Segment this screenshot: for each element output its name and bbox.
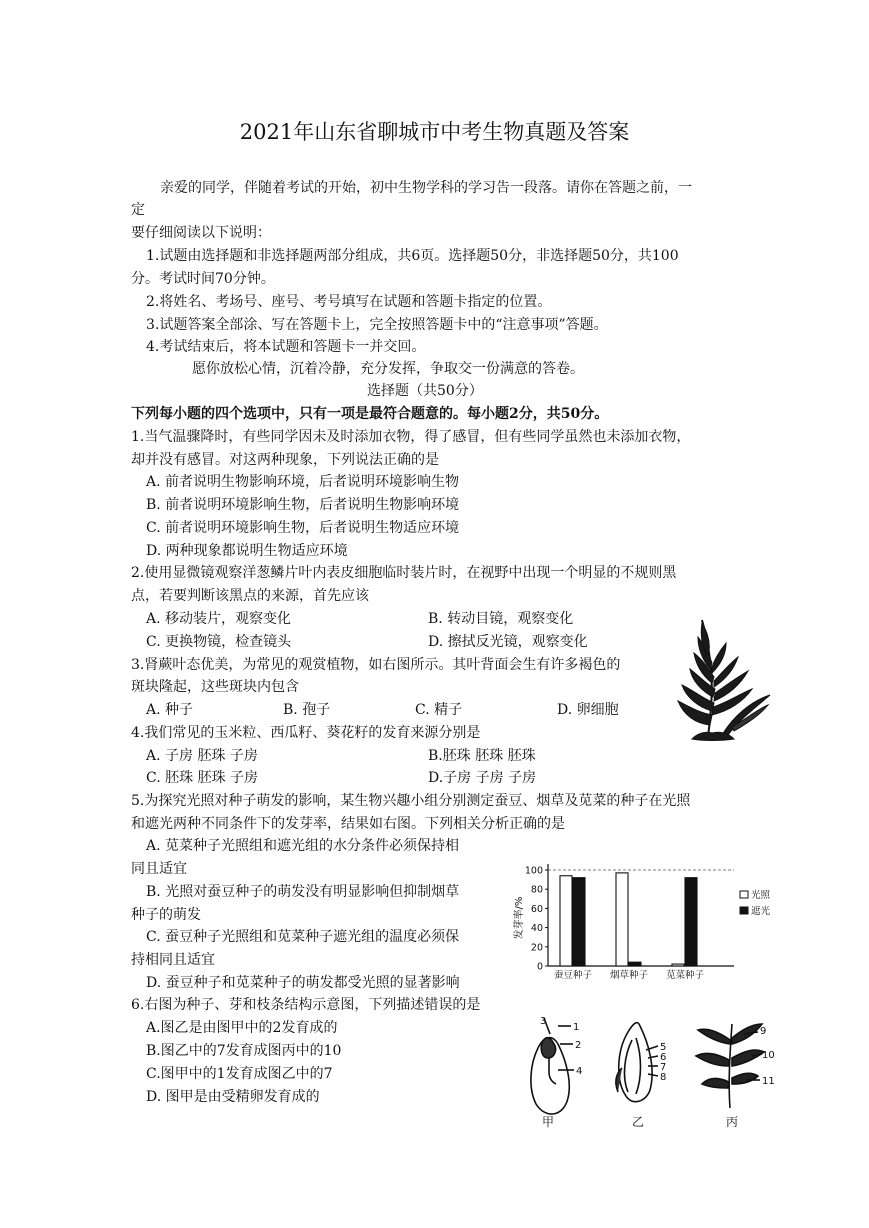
q6-option-a: A.图乙是由图甲中的2发育成的	[146, 1020, 338, 1036]
q3-option-a: A. 种子	[146, 702, 194, 718]
y-axis-label: 发芽率/%	[514, 896, 525, 940]
legend-swatch-0	[740, 891, 748, 898]
legend-swatch-1	[740, 907, 748, 914]
q1-stem-2: 却并没有感冒。对这两种现象，下列说法正确的是	[131, 452, 439, 468]
fern-figure	[672, 615, 776, 745]
q4-option-c: C. 胚珠 胚珠 子房	[146, 770, 259, 786]
q5-stem-1: 5.为探究光照对种子萌发的影响，某生物兴趣小组分别测定蚕豆、烟草及苋菜的种子在光照	[131, 793, 691, 809]
intro-line3: 要仔细阅读以下说明：	[131, 225, 271, 241]
page-title: 2021年山东省聊城市中考生物真题及答案	[239, 120, 630, 144]
q1-option-c: C. 前者说明环境影响生物，后者说明生物适应环境	[146, 520, 460, 536]
q6-option-c: C.图甲中的1发育成图乙中的7	[146, 1066, 333, 1082]
section-heading: 选择题（共50分）	[367, 383, 483, 399]
legend-label-0: 光照	[751, 890, 771, 901]
bar-light-2	[672, 964, 684, 966]
label-10: 10	[762, 1050, 775, 1061]
label-yi: 乙	[632, 1115, 645, 1129]
label-1: 1	[573, 1022, 580, 1033]
label-bing: 丙	[726, 1115, 739, 1129]
label-4: 4	[576, 1066, 583, 1077]
wish-line: 愿你放松心情，沉着冷静，充分发挥，争取交一份满意的答卷。	[192, 361, 584, 377]
label-8: 8	[660, 1072, 667, 1083]
bar-dark-2	[685, 878, 697, 966]
x-tick-label: 苋菜种子	[665, 970, 705, 981]
q1-stem-1: 1.当气温骤降时，有些同学因未及时添加衣物，得了感冒，但有些同学虽然也未添加衣物，	[131, 429, 691, 445]
q5-option-a-2: 同且适宜	[131, 861, 187, 877]
bar-dark-1	[629, 962, 641, 966]
q2-option-a: A. 移动装片，观察变化	[146, 611, 292, 627]
q3-stem-1: 3.肾蕨叶态优美，为常见的观赏植物，如右图所示。其叶背面会生有许多褐色的	[131, 657, 621, 673]
y-tick-label: 0	[536, 961, 543, 973]
label-6: 6	[660, 1052, 667, 1063]
q4-stem: 4.我们常见的玉米粒、西瓜籽、葵花籽的发育来源分别是	[131, 725, 481, 741]
label-7: 7	[660, 1062, 667, 1073]
label-9: 9	[760, 1026, 767, 1037]
bar-dark-0	[573, 878, 585, 966]
q1-option-d: D. 两种现象都说明生物适应环境	[146, 543, 348, 559]
label-3: 3	[540, 1016, 547, 1027]
bud-outline	[619, 1023, 652, 1102]
q5-option-a-1: A. 苋菜种子光照组和遮光组的水分条件必须保持相	[146, 838, 460, 854]
bar-light-0	[560, 876, 572, 966]
bar-light-1	[616, 873, 628, 966]
q3-stem-2: 斑块隆起，这些斑块内包含	[131, 679, 299, 695]
label-2: 2	[575, 1040, 582, 1051]
intro-line1: 亲爱的同学，伴随着考试的开始，初中生物学科的学习告一段落。请你在答题之前，一	[160, 180, 692, 196]
x-tick-label: 烟草种子	[609, 970, 649, 981]
q5-stem-2: 和遮光两种不同条件下的发芽率，结果如右图。下列相关分析正确的是	[131, 816, 565, 832]
note-4: 4.考试结束后，将本试题和答题卡一并交回。	[146, 339, 426, 355]
y-tick-label: 40	[530, 923, 543, 935]
q3-option-d: D. 卵细胞	[557, 702, 619, 718]
q3-option-c: C. 精子	[415, 702, 463, 718]
y-tick-label: 80	[530, 884, 543, 896]
note-1b: 分。考试时间70分钟。	[131, 271, 275, 287]
q6-option-b: B.图乙中的7发育成图丙中的10	[146, 1043, 342, 1059]
q2-option-b: B. 转动目镜，观察变化	[428, 611, 574, 627]
label-11: 11	[762, 1076, 775, 1087]
q4-option-a: A. 子房 胚珠 子房	[146, 748, 258, 764]
intro-line2: 定	[131, 202, 145, 218]
x-tick-label: 蚕豆种子	[553, 970, 593, 981]
y-tick-label: 60	[530, 903, 543, 915]
q1-option-b: B. 前者说明环境影响生物，后者说明生物影响环境	[146, 497, 460, 513]
seed-bud-branch-diagram	[516, 1012, 780, 1132]
note-1a: 1.试题由选择题和非选择题两部分组成，共6页。选择题50分，非选择题50分，共100	[146, 248, 679, 264]
y-tick-label: 100	[524, 865, 543, 877]
q1-option-a: A. 前者说明生物影响环境，后者说明环境影响生物	[146, 474, 460, 490]
q5-option-c-1: C. 蚕豆种子光照组和苋菜种子遮光组的温度必须保	[146, 929, 460, 945]
q5-option-b-1: B. 光照对蚕豆种子的萌发没有明显影响但抑制烟草	[146, 884, 460, 900]
note-2: 2.将姓名、考场号、座号、考号填写在试题和答题卡指定的位置。	[146, 294, 552, 310]
q2-option-d: D. 擦拭反光镜，观察变化	[428, 634, 588, 650]
y-tick-label: 20	[530, 942, 543, 954]
q2-stem-1: 2.使用显微镜观察洋葱鳞片叶内表皮细胞临时装片时，在视野中出现一个明显的不规则黑	[131, 565, 677, 581]
section-instruction: 下列每小题的四个选项中，只有一项是最符合题意的。每小题2分，共50分。	[131, 406, 609, 422]
q2-stem-2: 点，若要判断该黑点的来源，首先应该	[131, 588, 369, 604]
q4-option-b: B.胚珠 胚珠 胚珠	[428, 748, 536, 764]
q5-option-d: D. 蚕豆种子和苋菜种子的萌发都受光照的显著影响	[146, 975, 460, 991]
q4-option-d: D.子房 子房 子房	[428, 770, 537, 786]
note-3: 3.试题答案全部涂、写在答题卡上，完全按照答题卡中的“注意事项”答题。	[146, 317, 608, 333]
q3-option-b: B. 孢子	[283, 702, 331, 718]
q5-option-b-2: 种子的萌发	[131, 907, 201, 923]
q5-option-c-2: 持相同且适宜	[131, 952, 215, 968]
legend-label-1: 遮光	[751, 906, 771, 917]
q6-option-d: D. 图甲是由受精卵发育成的	[146, 1089, 320, 1105]
germination-chart	[508, 858, 780, 986]
label-jia: 甲	[542, 1115, 555, 1129]
label-5: 5	[660, 1042, 667, 1053]
q6-stem: 6.右图为种子、芽和枝条结构示意图，下列描述错误的是	[131, 997, 481, 1013]
q2-option-c: C. 更换物镜，检查镜头	[146, 634, 292, 650]
